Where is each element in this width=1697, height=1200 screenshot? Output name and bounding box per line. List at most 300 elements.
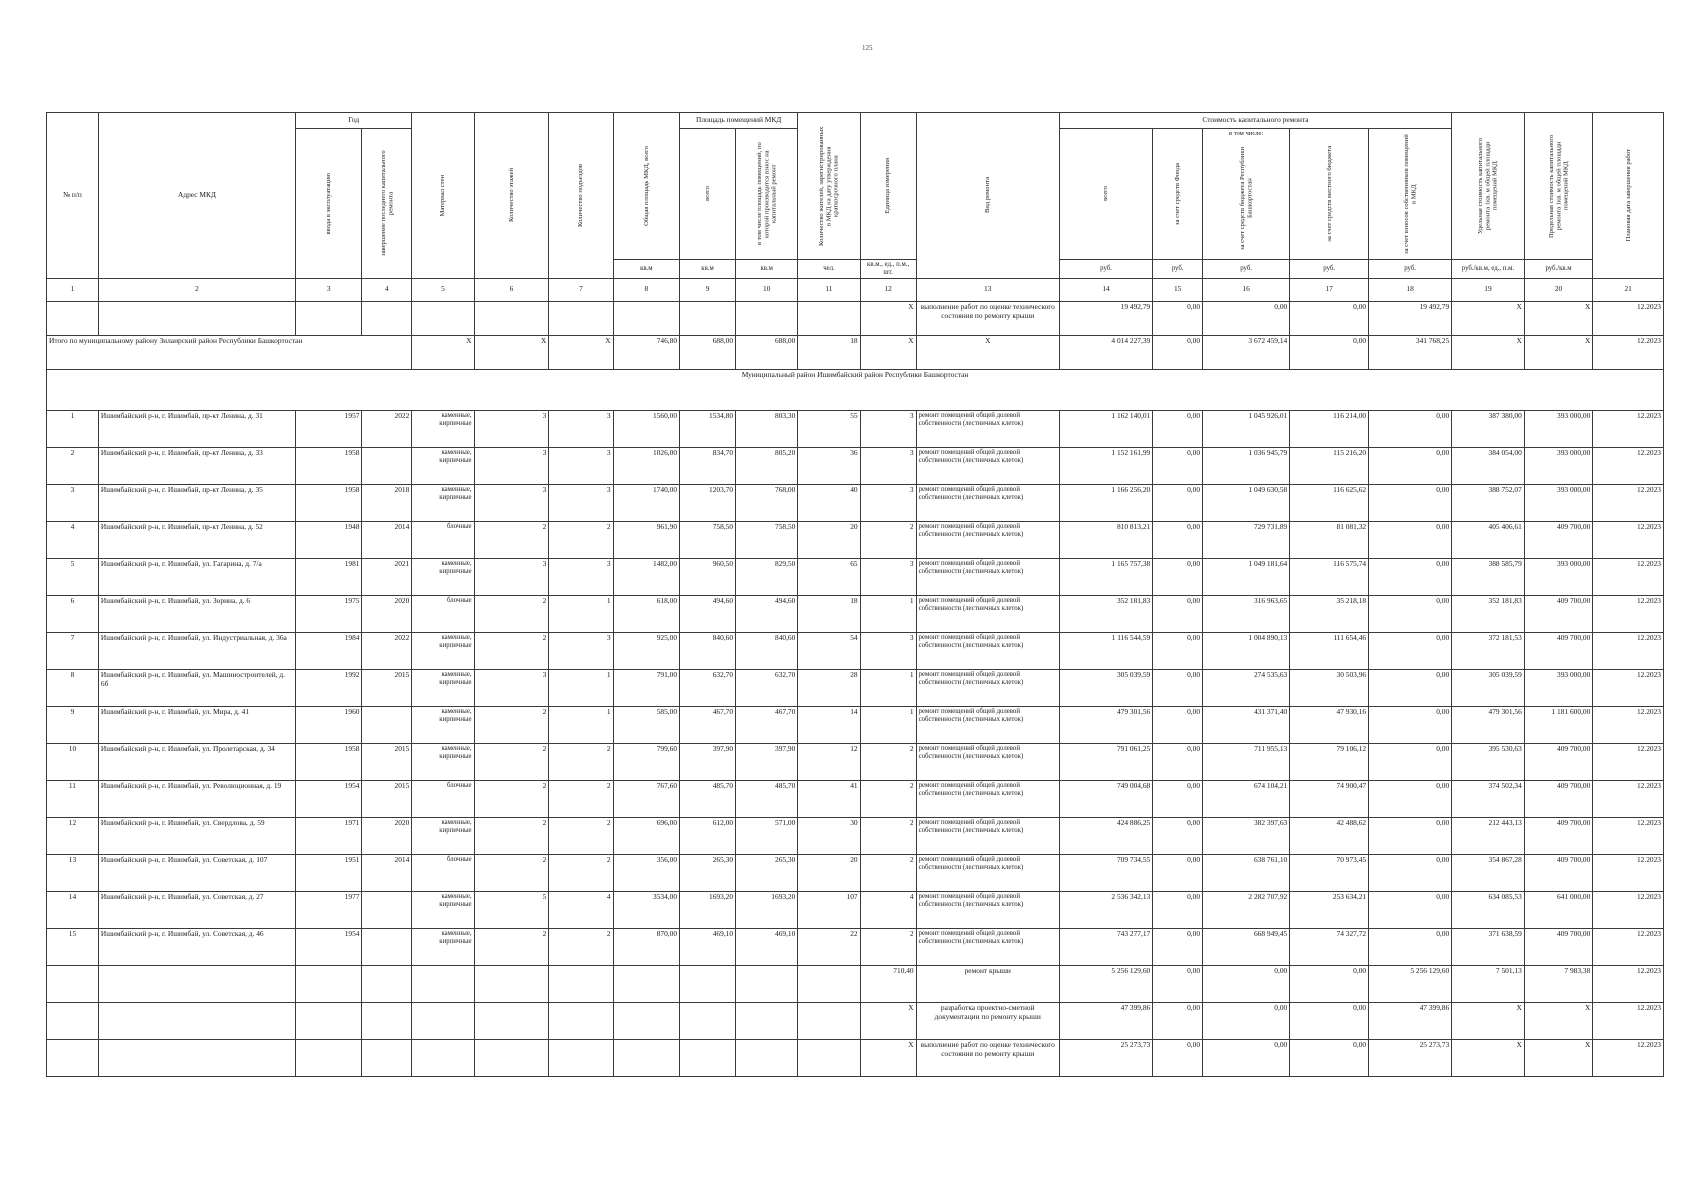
column-number: 21 <box>1593 278 1664 301</box>
cell-address: Ишимбайский р-н, г. Ишимбай, ул. Машиностроителей, д. 6б <box>98 669 295 706</box>
cell-total: 19 492,79 <box>1059 301 1152 335</box>
cell-kind: ремонт помещений общей долевой собственности (лестничных клеток) <box>916 632 1059 669</box>
table-row <box>47 595 1664 632</box>
empty-cell <box>47 1002 99 1039</box>
cell-unit-cost: 352 181,83 <box>1452 595 1525 632</box>
unit-rub-total: руб. <box>1059 259 1152 278</box>
cell-fund: 0,00 <box>1153 632 1203 669</box>
empty-cell <box>296 1002 362 1039</box>
cell-kind: ремонт помещений общей долевой собственности (лестничных клеток) <box>916 558 1059 595</box>
cell-fund: 0,00 <box>1153 706 1203 743</box>
empty-cell <box>798 1002 860 1039</box>
cell-address: Ишимбайский р-н, г. Ишимбай, ул. Мира, д. 41 <box>98 706 295 743</box>
cell-year-commission: 1948 <box>296 521 362 558</box>
cell-residents: 40 <box>798 484 860 521</box>
table-row <box>47 891 1664 928</box>
empty-cell <box>613 965 679 1002</box>
cell-residents: 22 <box>798 928 860 965</box>
empty-cell <box>296 1039 362 1076</box>
cell-entrances: 3 <box>549 484 613 521</box>
total-area-all: 688,00 <box>680 335 736 369</box>
empty-cell <box>47 965 99 1002</box>
cell-address: Ишимбайский р-н, г. Ишимбай, пр-кт Ленина, д. 35 <box>98 484 295 521</box>
cell-entrances: 3 <box>549 410 613 447</box>
empty-cell <box>98 1002 295 1039</box>
cell-unit: 3 <box>860 484 916 521</box>
table-row <box>47 1039 1664 1076</box>
cell-total-area: 925,00 <box>613 632 679 669</box>
empty-cell <box>798 1039 860 1076</box>
cell-unit-cost: 479 301,56 <box>1452 706 1525 743</box>
cell-year-commission: 1954 <box>296 780 362 817</box>
cell-n: 8 <box>47 669 99 706</box>
total-label: Итого по муниципальному району Зилаирский район Республики Башкортостан <box>47 335 412 369</box>
cell-address: Ишимбайский р-н, г. Ишимбай, пр-кт Ленина, д. 33 <box>98 447 295 484</box>
column-number: 10 <box>736 278 798 301</box>
cell-local: 79 106,12 <box>1290 743 1369 780</box>
table-row <box>47 1002 1664 1039</box>
cell-total-area: 696,00 <box>613 817 679 854</box>
cell-date: 12.2023 <box>1593 706 1664 743</box>
cell-local: 0,00 <box>1290 1039 1369 1076</box>
cell-kind: выполнение работ по оценке технического состояния по ремонту крыши <box>916 301 1059 335</box>
cell-date: 12.2023 <box>1593 780 1664 817</box>
column-number: 13 <box>916 278 1059 301</box>
cell-owners: 19 492,79 <box>1369 301 1452 335</box>
cell-unit-cost: 388 585,79 <box>1452 558 1525 595</box>
cell-address: Ишимбайский р-н, г. Ишимбай, ул. Советская, д. 107 <box>98 854 295 891</box>
cell-residents: 18 <box>798 595 860 632</box>
empty-cell <box>549 1039 613 1076</box>
cell-area: 397,90 <box>680 743 736 780</box>
cell-total-area: 799,60 <box>613 743 679 780</box>
cell-year-commission: 1951 <box>296 854 362 891</box>
cell-floors: 2 <box>474 706 549 743</box>
cell-republic: 2 282 707,92 <box>1203 891 1290 928</box>
cell-date: 12.2023 <box>1593 1002 1664 1039</box>
table-row <box>47 558 1664 595</box>
cell-owners: 0,00 <box>1369 447 1452 484</box>
municipality-row <box>47 369 1664 410</box>
total-fund: 0,00 <box>1153 335 1203 369</box>
empty-cell <box>613 1002 679 1039</box>
cell-year-commission: 1957 <box>296 410 362 447</box>
cell-total: 709 734,55 <box>1059 854 1152 891</box>
cell-republic: 1 036 945,79 <box>1203 447 1290 484</box>
empty-cell <box>362 965 412 1002</box>
cell-n: 11 <box>47 780 99 817</box>
cell-owners: 0,00 <box>1369 410 1452 447</box>
cell-year-commission: 1977 <box>296 891 362 928</box>
cell-year-last-repair <box>362 706 412 743</box>
total-max-cost: X <box>1524 335 1592 369</box>
cell-year-last-repair: 2014 <box>362 521 412 558</box>
header-address: Адрес МКД <box>98 113 295 279</box>
cell-unit-cost: 371 638,59 <box>1452 928 1525 965</box>
cell-residents: 14 <box>798 706 860 743</box>
cell-year-commission: 1971 <box>296 817 362 854</box>
cell-date: 12.2023 <box>1593 669 1664 706</box>
cell-owners: 0,00 <box>1369 669 1452 706</box>
cell-area: 485,70 <box>680 780 736 817</box>
cell-total-area: 1482,00 <box>613 558 679 595</box>
empty-cell <box>362 1002 412 1039</box>
cell-kind: ремонт помещений общей долевой собственности (лестничных клеток) <box>916 891 1059 928</box>
cell-wall-material: каменные, кирпичные <box>412 410 474 447</box>
table-row <box>47 928 1664 965</box>
cell-max-cost: 409 700,00 <box>1524 743 1592 780</box>
cell-date: 12.2023 <box>1593 484 1664 521</box>
cell-local: 42 488,62 <box>1290 817 1369 854</box>
empty-cell <box>736 965 798 1002</box>
cell-kind: ремонт помещений общей долевой собственности (лестничных клеток) <box>916 706 1059 743</box>
cell-local: 116 625,62 <box>1290 484 1369 521</box>
cell-fund: 0,00 <box>1153 301 1203 335</box>
cell-residents: 107 <box>798 891 860 928</box>
header-unit-cost: Удельная стоимость капитального ремонта 1кв. м общей площади помещений МКД <box>1452 113 1525 260</box>
cell-floors: 2 <box>474 928 549 965</box>
cell-max-cost: X <box>1524 1002 1592 1039</box>
header-cost-total: всего <box>1059 129 1152 260</box>
header-deadline: Плановая дата завершения работ <box>1593 113 1664 279</box>
cell-area-owners: 840,60 <box>736 632 798 669</box>
cell-area-owners: 467,70 <box>736 706 798 743</box>
cell-floors: 3 <box>474 410 549 447</box>
empty-cell <box>474 965 549 1002</box>
table-row <box>47 484 1664 521</box>
cell-kind: ремонт помещений общей долевой собственности (лестничных клеток) <box>916 743 1059 780</box>
cell-entrances: 3 <box>549 632 613 669</box>
cell-date: 12.2023 <box>1593 965 1664 1002</box>
cell-area-owners: 397,90 <box>736 743 798 780</box>
cell-area-owners: 632,70 <box>736 669 798 706</box>
cell-area: 467,70 <box>680 706 736 743</box>
cell-address: Ишимбайский р-н, г. Ишимбай, ул. Советская, д. 46 <box>98 928 295 965</box>
cell-address: Ишимбайский р-н, г. Ишимбай, ул. Пролетарская, д. 34 <box>98 743 295 780</box>
cell-wall-material: блочные <box>412 780 474 817</box>
cell-unit-cost: X <box>1452 1039 1525 1076</box>
cell-unit: 4 <box>860 891 916 928</box>
unit-units: кв.м., ед., п.м., шт. <box>860 259 916 278</box>
cell-year-last-repair: 2020 <box>362 595 412 632</box>
cell-year-last-repair: 2015 <box>362 780 412 817</box>
cell-local: 0,00 <box>1290 965 1369 1002</box>
cell-total: 2 536 342,13 <box>1059 891 1152 928</box>
cell-residents: 36 <box>798 447 860 484</box>
cell-kind: ремонт помещений общей долевой собственности (лестничных клеток) <box>916 447 1059 484</box>
cell-total-area: 767,60 <box>613 780 679 817</box>
cell-max-cost: 393 000,00 <box>1524 447 1592 484</box>
cell-local: 0,00 <box>1290 301 1369 335</box>
unit-rub-owners: руб. <box>1369 259 1452 278</box>
cell-unit: 3 <box>860 632 916 669</box>
cell-owners: 0,00 <box>1369 817 1452 854</box>
total-unit-cost: X <box>1452 335 1525 369</box>
municipality-title: Муниципальный район Ишимбайский район Республики Башкортостан <box>47 369 1664 410</box>
cell-residents: 54 <box>798 632 860 669</box>
cell-floors: 2 <box>474 595 549 632</box>
column-number: 17 <box>1290 278 1369 301</box>
cell-republic: 1 049 630,58 <box>1203 484 1290 521</box>
cell-total-area: 1560,00 <box>613 410 679 447</box>
total-area-owners: 688,00 <box>736 335 798 369</box>
header-area-owners: в том числе площадь помещений, по которой производится взнос на капитальный ремонт <box>736 129 798 260</box>
cell-area: 1693,20 <box>680 891 736 928</box>
cell-fund: 0,00 <box>1153 891 1203 928</box>
cell-date: 12.2023 <box>1593 410 1664 447</box>
cell-n: 12 <box>47 817 99 854</box>
cell-unit: 1 <box>860 595 916 632</box>
cell-fund: 0,00 <box>1153 484 1203 521</box>
cell-n: 6 <box>47 595 99 632</box>
total-entrances: X <box>549 335 613 369</box>
cell-area-owners: 265,30 <box>736 854 798 891</box>
cell-unit-cost: 387 380,00 <box>1452 410 1525 447</box>
cell-year-commission: 1984 <box>296 632 362 669</box>
cell-area-owners: 758,50 <box>736 521 798 558</box>
cell-entrances: 1 <box>549 669 613 706</box>
cell-unit: 2 <box>860 780 916 817</box>
cell-entrances: 2 <box>549 928 613 965</box>
cell-max-cost: X <box>1524 301 1592 335</box>
cell-entrances: 2 <box>549 743 613 780</box>
cell-republic: 0,00 <box>1203 1039 1290 1076</box>
total-local: 0,00 <box>1290 335 1369 369</box>
cell-area: 494,60 <box>680 595 736 632</box>
cell-year-commission: 1960 <box>296 706 362 743</box>
cell-local: 35 218,18 <box>1290 595 1369 632</box>
header-max-cost: Предельная стоимость капитального ремонта 1кв. м общей площади помещений МКД <box>1524 113 1592 260</box>
cell-max-cost: 409 700,00 <box>1524 854 1592 891</box>
cell-wall-material: каменные, кирпичные <box>412 817 474 854</box>
cell-total-area: 3534,00 <box>613 891 679 928</box>
column-number: 2 <box>98 278 295 301</box>
empty-cell <box>296 965 362 1002</box>
cell-fund: 0,00 <box>1153 965 1203 1002</box>
prev-section-row <box>47 301 1664 335</box>
cell-n: 3 <box>47 484 99 521</box>
capital-repair-table <box>46 112 1664 1077</box>
cell-fund: 0,00 <box>1153 447 1203 484</box>
cell-year-last-repair: 2022 <box>362 410 412 447</box>
cell-republic: 382 397,63 <box>1203 817 1290 854</box>
cell-total-area: 618,00 <box>613 595 679 632</box>
cell-n: 7 <box>47 632 99 669</box>
table-row <box>47 669 1664 706</box>
cell-kind: ремонт помещений общей долевой собственности (лестничных клеток) <box>916 521 1059 558</box>
cell-residents: 41 <box>798 780 860 817</box>
cell-entrances: 4 <box>549 891 613 928</box>
cell-unit: 2 <box>860 521 916 558</box>
total-row <box>47 335 1664 369</box>
cell-total: 791 061,25 <box>1059 743 1152 780</box>
cell-unit-cost: 7 501,13 <box>1452 965 1525 1002</box>
cell-floors: 2 <box>474 854 549 891</box>
table-row <box>47 817 1664 854</box>
cell-wall-material: блочные <box>412 854 474 891</box>
cell-republic: 674 104,21 <box>1203 780 1290 817</box>
cell-fund: 0,00 <box>1153 1002 1203 1039</box>
empty-cell <box>412 1002 474 1039</box>
cell-unit-cost: 384 054,00 <box>1452 447 1525 484</box>
cell-area-owners: 805,20 <box>736 447 798 484</box>
unit-area: кв.м <box>680 259 736 278</box>
cell-republic: 0,00 <box>1203 1002 1290 1039</box>
cell-total: 5 256 129,60 <box>1059 965 1152 1002</box>
cell-total: 47 399,86 <box>1059 1002 1152 1039</box>
cell-total: 810 813,21 <box>1059 521 1152 558</box>
cell-area: 632,70 <box>680 669 736 706</box>
column-number: 7 <box>549 278 613 301</box>
cell-residents: 65 <box>798 558 860 595</box>
cell-area-owners: 829,50 <box>736 558 798 595</box>
column-number: 5 <box>412 278 474 301</box>
cell-n: 10 <box>47 743 99 780</box>
cell-date: 12.2023 <box>1593 817 1664 854</box>
cell-area: 469,10 <box>680 928 736 965</box>
cell-wall-material: каменные, кирпичные <box>412 928 474 965</box>
cell-kind: ремонт помещений общей долевой собственности (лестничных клеток) <box>916 928 1059 965</box>
cell-year-commission: 1958 <box>296 447 362 484</box>
cell-total: 1 165 757,38 <box>1059 558 1152 595</box>
cell-wall-material: блочные <box>412 521 474 558</box>
cell-republic: 431 371,40 <box>1203 706 1290 743</box>
header-floors: Количество этажей <box>474 113 549 279</box>
cell-year-last-repair: 2021 <box>362 558 412 595</box>
unit-max-cost: руб./кв.м <box>1524 259 1592 278</box>
cell-floors: 3 <box>474 558 549 595</box>
table-row <box>47 632 1664 669</box>
empty-cell <box>549 965 613 1002</box>
cell-owners: 0,00 <box>1369 891 1452 928</box>
column-number: 14 <box>1059 278 1152 301</box>
cell-entrances: 3 <box>549 558 613 595</box>
cell-total: 1 152 161,99 <box>1059 447 1152 484</box>
total-wall: X <box>412 335 474 369</box>
cell-wall-material: каменные, кирпичные <box>412 558 474 595</box>
cell-year-last-repair: 2014 <box>362 854 412 891</box>
cell-residents: 55 <box>798 410 860 447</box>
cell-republic: 1 045 926,01 <box>1203 410 1290 447</box>
cell-unit-cost: 634 085,53 <box>1452 891 1525 928</box>
cell-total: 749 004,68 <box>1059 780 1152 817</box>
cell-address: Ишимбайский р-н, г. Ишимбай, ул. Советская, д. 27 <box>98 891 295 928</box>
column-number: 9 <box>680 278 736 301</box>
cell-kind: ремонт помещений общей долевой собственности (лестничных клеток) <box>916 669 1059 706</box>
cell-owners: 0,00 <box>1369 780 1452 817</box>
cell-republic: 638 761,10 <box>1203 854 1290 891</box>
cell-fund: 0,00 <box>1153 410 1203 447</box>
cell-republic: 668 949,45 <box>1203 928 1290 965</box>
cell-total: 352 181,83 <box>1059 595 1152 632</box>
cell-date: 12.2023 <box>1593 595 1664 632</box>
cell-unit: 2 <box>860 854 916 891</box>
empty-cell <box>549 1002 613 1039</box>
cell-area: 834,70 <box>680 447 736 484</box>
cell-year-last-repair <box>362 928 412 965</box>
cell-address: Ишимбайский р-н, г. Ишимбай, пр-кт Ленина, д. 31 <box>98 410 295 447</box>
total-area: 746,80 <box>613 335 679 369</box>
empty-cell <box>680 1002 736 1039</box>
cell-local: 116 575,74 <box>1290 558 1369 595</box>
cell-local: 74 900,47 <box>1290 780 1369 817</box>
cell-republic: 711 955,13 <box>1203 743 1290 780</box>
cell-n: 4 <box>47 521 99 558</box>
cell-n: 15 <box>47 928 99 965</box>
empty-cell <box>98 965 295 1002</box>
cell-max-cost: 409 700,00 <box>1524 780 1592 817</box>
table-row <box>47 965 1664 1002</box>
cell-total: 424 886,25 <box>1059 817 1152 854</box>
cell-date: 12.2023 <box>1593 891 1664 928</box>
cell-owners: 5 256 129,60 <box>1369 965 1452 1002</box>
cell-area: 612,00 <box>680 817 736 854</box>
cell-wall-material: каменные, кирпичные <box>412 706 474 743</box>
cell-wall-material: каменные, кирпичные <box>412 632 474 669</box>
cell-total: 479 301,56 <box>1059 706 1152 743</box>
cell-fund: 0,00 <box>1153 595 1203 632</box>
cell-republic: 729 731,89 <box>1203 521 1290 558</box>
cell-unit: X <box>860 1039 916 1076</box>
cell-max-cost: 393 000,00 <box>1524 669 1592 706</box>
cell-max-cost: 7 983,38 <box>1524 965 1592 1002</box>
cell-unit: 2 <box>860 928 916 965</box>
cell-wall-material: каменные, кирпичные <box>412 891 474 928</box>
cell-year-last-repair: 2015 <box>362 743 412 780</box>
cell-unit-cost: 372 181,53 <box>1452 632 1525 669</box>
cell-year-last-repair: 2015 <box>362 669 412 706</box>
cell-area: 265,30 <box>680 854 736 891</box>
cell-unit: 3 <box>860 558 916 595</box>
cell-fund: 0,00 <box>1153 780 1203 817</box>
cell-residents: 20 <box>798 521 860 558</box>
cell-entrances: 3 <box>549 447 613 484</box>
cell-entrances: 2 <box>549 817 613 854</box>
cell-local: 81 081,32 <box>1290 521 1369 558</box>
cell-date: 12.2023 <box>1593 558 1664 595</box>
column-number: 12 <box>860 278 916 301</box>
cell-n: 14 <box>47 891 99 928</box>
cell-wall-material: каменные, кирпичные <box>412 484 474 521</box>
cell-owners: 0,00 <box>1369 484 1452 521</box>
empty-cell <box>98 1039 295 1076</box>
column-number: 3 <box>296 278 362 301</box>
total-kind: X <box>916 335 1059 369</box>
header-year-commission: ввода в эксплуатацию <box>296 129 362 279</box>
cell-total: 1 162 140,01 <box>1059 410 1152 447</box>
cell-area-owners: 469,10 <box>736 928 798 965</box>
cell-year-last-repair <box>362 891 412 928</box>
column-numbers-row <box>47 278 1664 301</box>
cell-n: 2 <box>47 447 99 484</box>
total-floors: X <box>474 335 549 369</box>
cell-max-cost: 409 700,00 <box>1524 521 1592 558</box>
cell-total-area: 1026,00 <box>613 447 679 484</box>
cell-owners: 47 399,86 <box>1369 1002 1452 1039</box>
cell-area: 960,50 <box>680 558 736 595</box>
cell-address: Ишимбайский р-н, г. Ишимбай, ул. Индустриальная, д. 36а <box>98 632 295 669</box>
cell-floors: 2 <box>474 743 549 780</box>
cell-unit: 3 <box>860 447 916 484</box>
page-number: 125 <box>862 44 873 52</box>
cell-n: 13 <box>47 854 99 891</box>
cell-date: 12.2023 <box>1593 632 1664 669</box>
cell-n: 5 <box>47 558 99 595</box>
cell-area-owners: 571,00 <box>736 817 798 854</box>
cell-kind: ремонт помещений общей долевой собственности (лестничных клеток) <box>916 410 1059 447</box>
header-cost-fund: за счет средств Фонда <box>1153 129 1203 260</box>
cell-local: 253 634,21 <box>1290 891 1369 928</box>
